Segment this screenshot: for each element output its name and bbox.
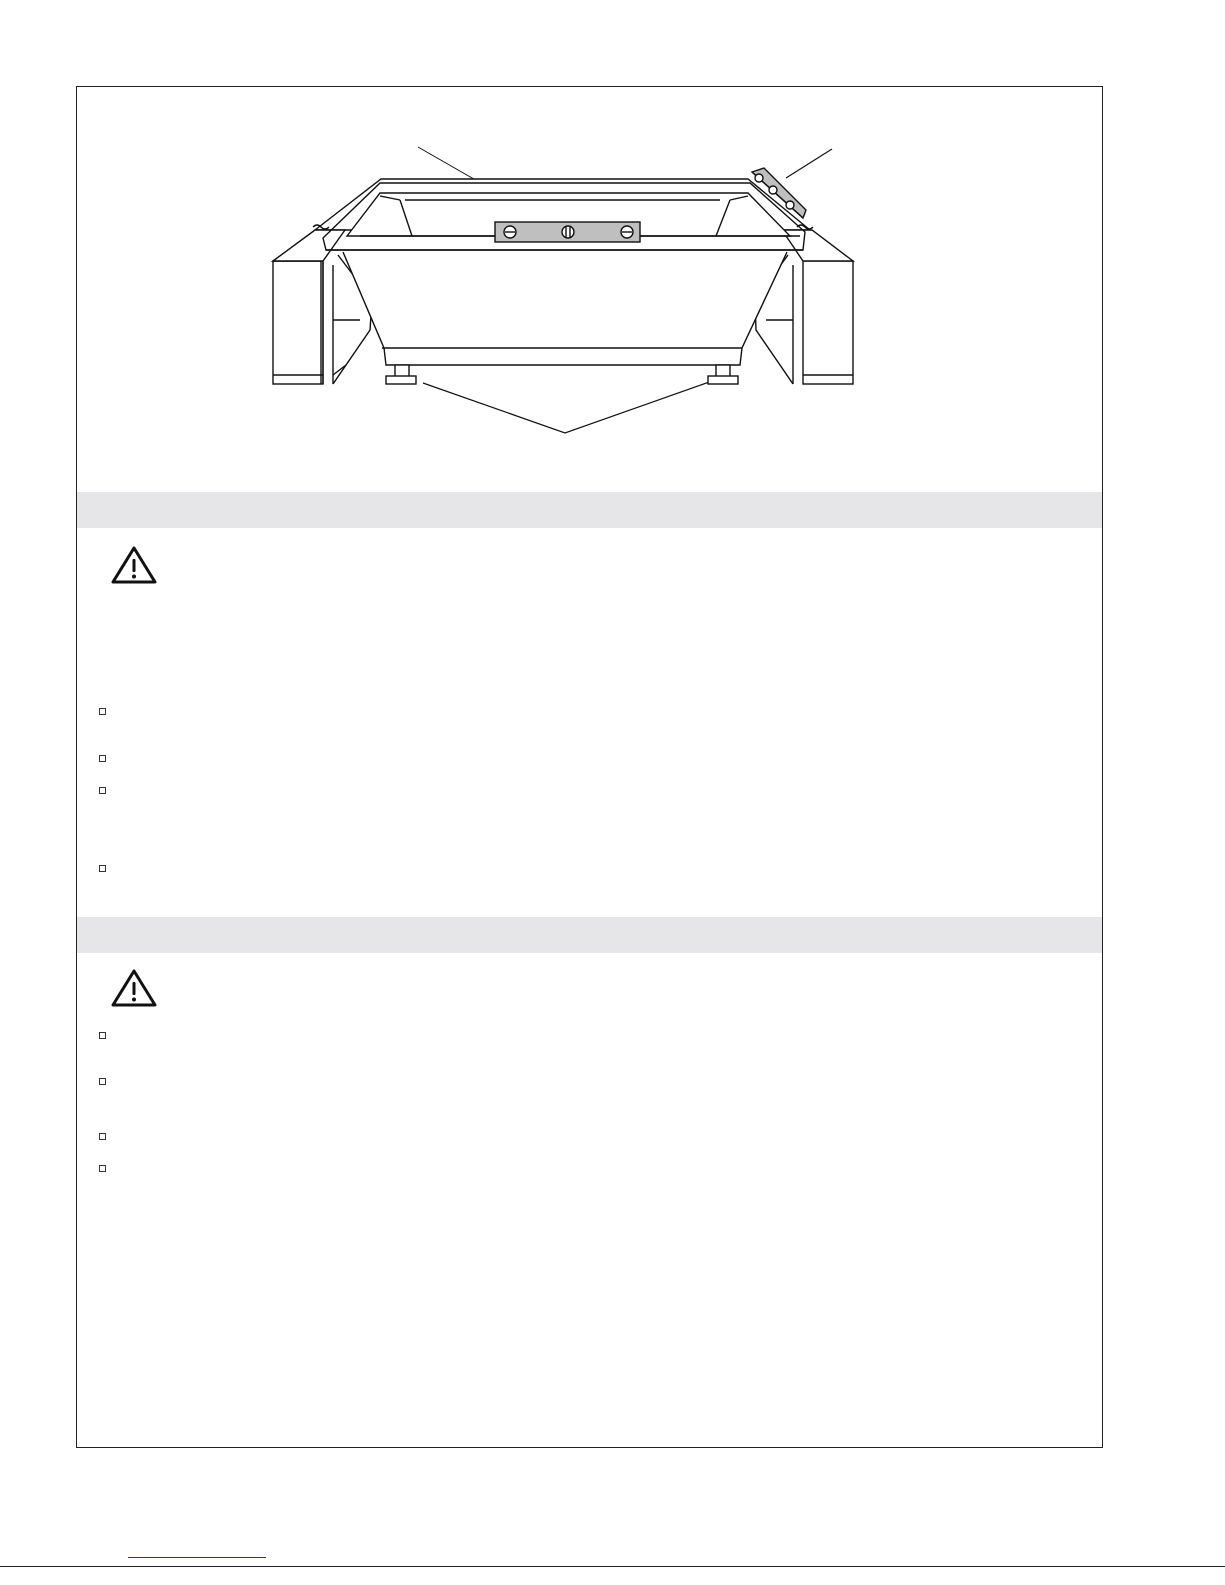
checkbox-icon [99,865,106,872]
checkbox-icon [99,1078,106,1085]
checkbox-icon [99,787,106,794]
checkbox-icon [99,755,106,762]
warning-triangle-icon [110,968,158,1008]
section-header-bar-1 [77,492,1102,528]
checkbox-icon [99,1032,106,1039]
section-header-bar-2 [77,917,1102,953]
footer-link-underline[interactable] [128,1557,266,1558]
bathtub-level-illustration [270,140,870,440]
checkbox-icon [99,1133,106,1140]
checkbox-icon [99,1165,106,1172]
footer-rule [0,1566,1225,1567]
checkbox-icon [99,708,106,715]
warning-triangle-icon [110,545,158,585]
